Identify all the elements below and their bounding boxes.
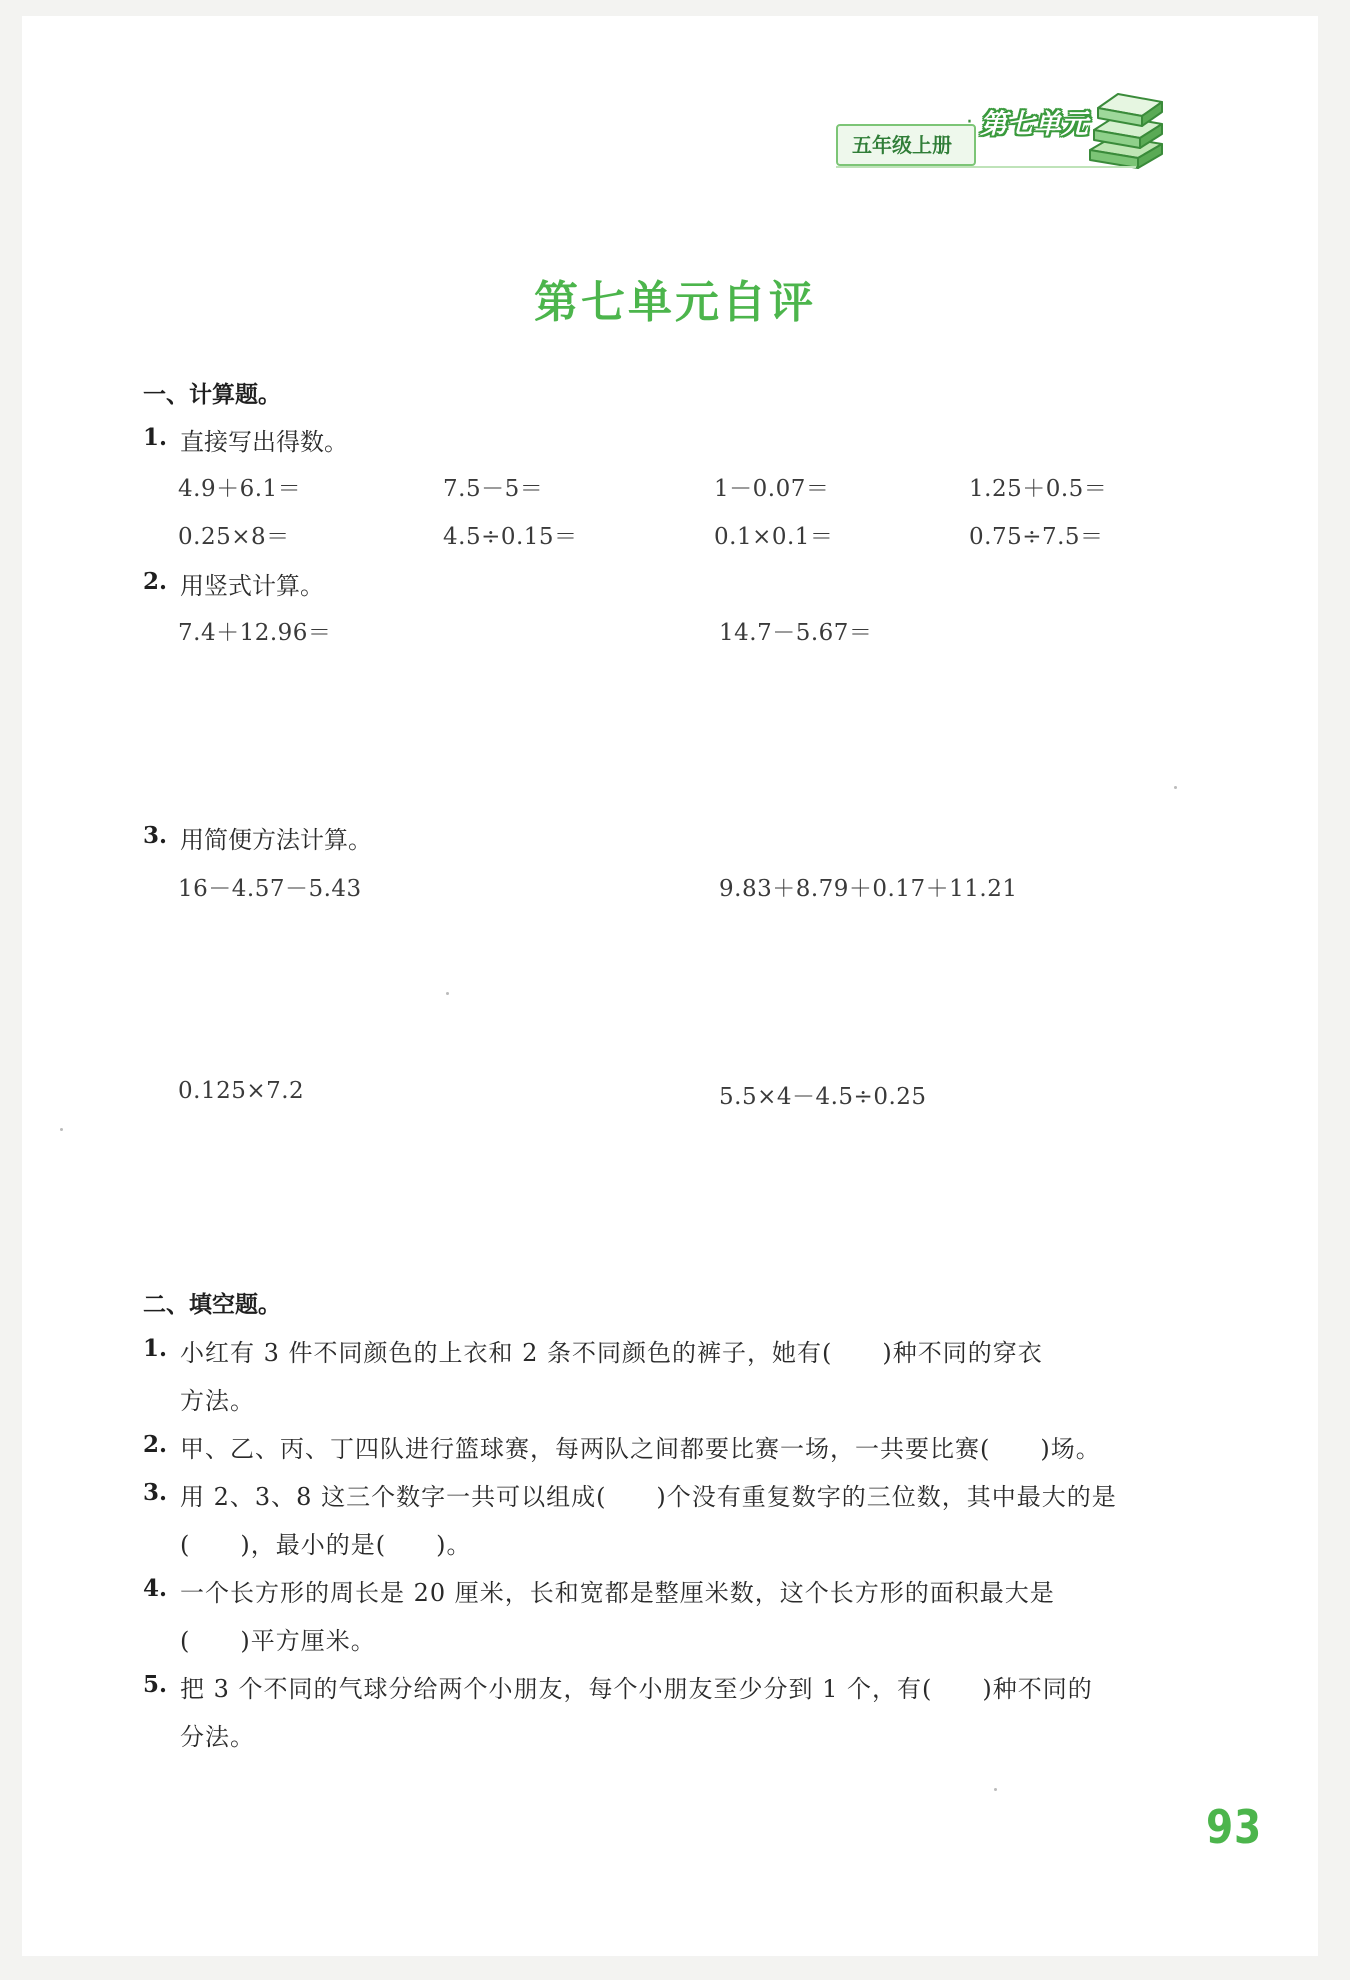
fill-question-text: 用 2、3、8 这三个数字一共可以组成( )个没有重复数字的三位数，其中最大的是 <box>180 1483 1117 1511</box>
fill-question-number: 3. <box>143 1479 168 1506</box>
question-1-text: 直接写出得数。 <box>180 428 348 456</box>
unit-label: 第七单元 <box>980 109 1088 140</box>
oral-expression: 4.9＋6.1＝ <box>178 476 302 502</box>
simplify-expression: 5.5×4－4.5÷0.25 <box>719 1084 927 1110</box>
question-3-number: 3. <box>143 822 168 849</box>
oral-expression: 1.25＋0.5＝ <box>969 476 1108 502</box>
question-2-text: 用竖式计算。 <box>180 572 324 600</box>
scan-speck <box>994 1788 997 1791</box>
fill-question-number: 4. <box>143 1575 168 1602</box>
header-rule <box>836 166 1136 168</box>
question-2-number: 2. <box>143 568 168 595</box>
section-2-heading: 二、填空题。 <box>143 1292 281 1318</box>
scan-speck <box>446 992 449 995</box>
oral-expression: 0.25×8＝ <box>178 524 290 550</box>
fill-question-text: 小红有 3 件不同颜色的上衣和 2 条不同颜色的裤子，她有( )种不同的穿衣 <box>180 1339 1043 1367</box>
oral-expression: 7.5－5＝ <box>443 476 544 502</box>
grade-label: 五年级上册 <box>836 124 976 166</box>
page-number: 93 <box>1206 1800 1263 1854</box>
scan-speck <box>60 1128 63 1131</box>
fill-question-number: 2. <box>143 1431 168 1458</box>
oral-expression: 0.75÷7.5＝ <box>969 524 1104 550</box>
fill-question-number: 5. <box>143 1671 168 1698</box>
oral-expression: 1－0.07＝ <box>714 476 830 502</box>
page-title: 第七单元自评 <box>534 277 816 328</box>
badge-dot: · <box>966 110 973 135</box>
simplify-expression: 16－4.57－5.43 <box>178 876 362 902</box>
question-3-text: 用简便方法计算。 <box>180 826 372 854</box>
fill-question-number: 1. <box>143 1335 168 1362</box>
question-1-number: 1. <box>143 424 168 451</box>
fill-question-text: 一个长方形的周长是 20 厘米，长和宽都是整厘米数，这个长方形的面积最大是 <box>180 1579 1055 1607</box>
simplify-expression: 0.125×7.2 <box>178 1078 305 1104</box>
section-1-heading: 一、计算题。 <box>143 382 281 408</box>
book-stack-icon <box>1086 88 1166 174</box>
vertical-calc-expression: 14.7－5.67＝ <box>719 620 873 646</box>
fill-question-text: 分法。 <box>180 1723 255 1751</box>
scan-speck <box>1174 786 1177 789</box>
oral-expression: 4.5÷0.15＝ <box>443 524 578 550</box>
fill-question-text: 方法。 <box>180 1387 255 1415</box>
fill-question-text: ( )平方厘米。 <box>180 1627 376 1655</box>
simplify-expression: 9.83＋8.79＋0.17＋11.21 <box>719 876 1018 902</box>
oral-expression: 0.1×0.1＝ <box>714 524 834 550</box>
vertical-calc-expression: 7.4＋12.96＝ <box>178 620 332 646</box>
fill-question-text: 甲、乙、丙、丁四队进行篮球赛，每两队之间都要比赛一场，一共要比赛( )场。 <box>180 1435 1101 1463</box>
fill-question-text: ( )，最小的是( )。 <box>180 1531 472 1559</box>
fill-question-text: 把 3 个不同的气球分给两个小朋友，每个小朋友至少分到 1 个，有( )种不同的 <box>180 1675 1093 1703</box>
